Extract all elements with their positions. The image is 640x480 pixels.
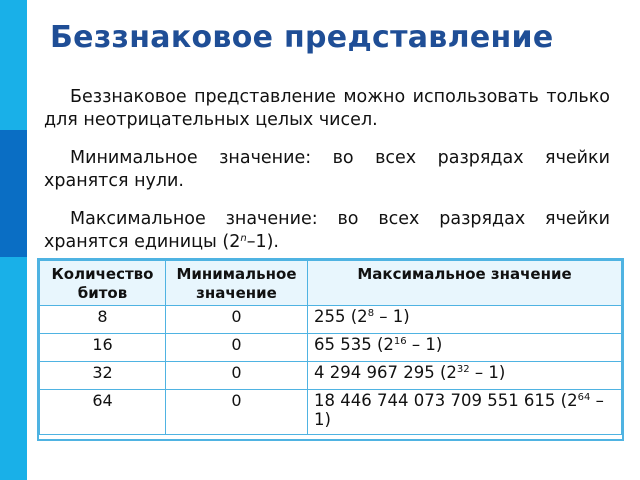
- cell-max-exponent: 32: [456, 364, 470, 375]
- cell-max-tail: – 1): [314, 391, 604, 429]
- paragraph-maximum-tail: –1).: [246, 232, 279, 252]
- cell-max: [308, 390, 622, 435]
- cell-bits: 8: [40, 306, 166, 334]
- cell-max-tail: – 1): [374, 307, 410, 326]
- values-table: [37, 258, 624, 441]
- cell-max-exponent: 16: [393, 336, 407, 347]
- cell-max: [308, 362, 622, 390]
- side-bar-accent: [0, 130, 27, 257]
- cell-min: 0: [166, 334, 308, 362]
- table-row: [40, 306, 622, 334]
- table-row: [40, 362, 622, 390]
- header-min-value: Минимальное значение: [166, 261, 308, 306]
- cell-bits: 16: [40, 334, 166, 362]
- cell-min: 0: [166, 390, 308, 435]
- paragraph-definition: Беззнаковое представление можно использовать только для неотрицательных целых чисел.: [44, 87, 610, 130]
- cell-max-exponent: 64: [577, 392, 591, 403]
- cell-min: 0: [166, 306, 308, 334]
- cell-max-value: 65 535 (2: [314, 335, 394, 354]
- cell-max-value: 18 446 744 073 709 551 615 (2: [314, 391, 578, 410]
- table-row: [40, 390, 622, 435]
- paragraph-minimum: Минимальное значение: во всех разрядах ячейки хранятся нули.: [44, 148, 610, 191]
- cell-bits: 64: [40, 390, 166, 435]
- paragraph-maximum-exponent: n: [240, 233, 247, 244]
- cell-max-value: 4 294 967 295 (2: [314, 363, 457, 382]
- slide-title: Беззнаковое представление: [50, 20, 554, 55]
- table-header-row: [40, 261, 622, 306]
- cell-bits: 32: [40, 362, 166, 390]
- table-row: [40, 334, 622, 362]
- header-max-value: Максимальное значение: [308, 261, 622, 306]
- cell-max-tail: – 1): [406, 335, 443, 354]
- cell-min: 0: [166, 362, 308, 390]
- cell-max: [308, 306, 622, 334]
- header-bit-count: Количество битов: [40, 261, 166, 306]
- cell-max: [308, 334, 622, 362]
- cell-max-tail: – 1): [469, 363, 506, 382]
- paragraph-maximum: [44, 208, 610, 254]
- cell-max-value: 255 (2: [314, 307, 368, 326]
- paragraph-maximum-text: Максимальное значение: во всех разрядах ячейки хранятся единицы (2: [44, 209, 610, 252]
- cell-max-exponent: 8: [367, 308, 375, 319]
